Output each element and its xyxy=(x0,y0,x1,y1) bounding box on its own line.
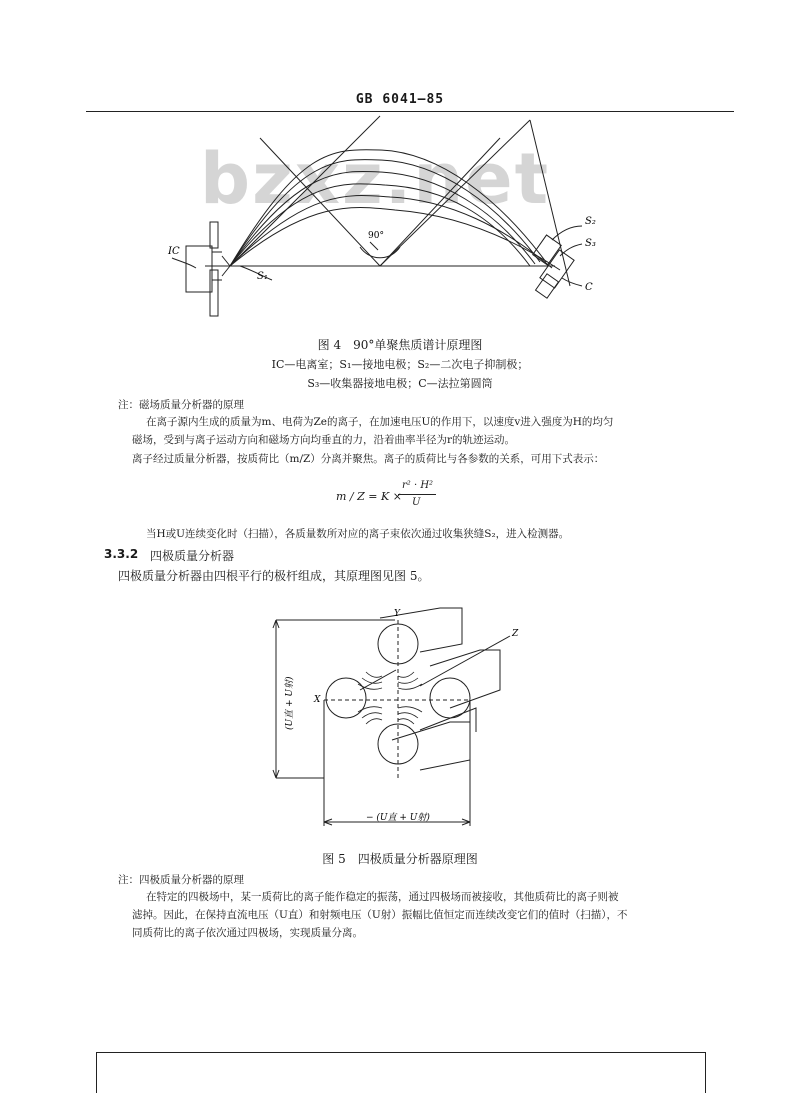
label-y: Y xyxy=(394,609,400,619)
figure-5-diagram xyxy=(0,590,800,840)
watermark: bzxz.net xyxy=(200,138,551,220)
figure-4-legend-line2: S₃—收集器接地电极；C—法拉第圆筒 xyxy=(307,377,493,390)
label-z: Z xyxy=(512,629,519,639)
note1-p1-line1: 在离子源内生成的质量为m、电荷为Ze的离子，在加速电压U的作用下，以速度v进入强度为H的均匀 xyxy=(146,416,614,428)
section-text: 四极质量分析器由四根平行的极杆组成，其原理图见图 5。 xyxy=(118,569,430,583)
figure-5-caption: 图 5 四极质量分析器原理图 xyxy=(322,852,478,866)
note1-p3: 当H或U连续变化时（扫描），各质量数所对应的离子束依次通过收集狭缝S₂，进入检测器。 xyxy=(146,528,570,540)
label-ic: IC xyxy=(168,246,180,257)
section-number: 3.3.2 xyxy=(104,547,139,561)
note2-line2: 滤掉。因此，在保持直流电压（U直）和射频电压（U射）振幅比值恒定而连续改变它们的值时（扫描），不 xyxy=(132,909,628,921)
section-title: 四极质量分析器 xyxy=(150,549,235,563)
label-s3: S₃ xyxy=(585,238,596,249)
label-s2: S₂ xyxy=(585,216,596,227)
figure-4-legend-line1: IC—电离室；S₁—接地电极；S₂—二次电子抑制极； xyxy=(271,358,529,371)
note2-title: 注：四极质量分析器的原理 xyxy=(118,874,244,886)
formula-fraction-bar xyxy=(398,494,436,495)
note1-title: 注：磁场质量分析器的原理 xyxy=(118,399,244,411)
formula xyxy=(322,480,452,524)
figure-4-caption: 图 4 90°单聚焦质谱计原理图 xyxy=(317,338,483,352)
label-x: X xyxy=(314,695,321,705)
label-s1: S₁ xyxy=(257,271,268,282)
label-angle: 90° xyxy=(368,231,384,241)
note1-p1-line2: 磁场，受到与离子运动方向和磁场方向均垂直的力，沿着曲率半径为r的轨迹运动。 xyxy=(132,434,516,446)
note2-line3: 同质荷比的离子依次通过四极场，实现质量分离。 xyxy=(132,927,363,939)
formula-denominator: U xyxy=(412,497,421,508)
label-horizontal-voltage: − (U直 + U射) xyxy=(366,813,430,823)
formula-lhs: m / Z = K × xyxy=(336,490,402,503)
bottom-frame xyxy=(96,1052,706,1093)
formula-numerator: r² · H² xyxy=(402,480,434,491)
label-c: C xyxy=(585,282,593,293)
note1-p2: 离子经过质量分析器，按质荷比（m/Z）分离并聚焦。离子的质荷比与各参数的关系，可用下式表示： xyxy=(132,453,605,465)
label-vertical-voltage: (U直 + U射) xyxy=(285,676,295,730)
note2-line1: 在特定的四极场中，某一质荷比的离子能作稳定的振荡，通过四极场而被接收，其他质荷比的离子则被 xyxy=(146,891,619,903)
figure-4-diagram xyxy=(0,0,800,330)
page-header: GB 6041—85 xyxy=(355,92,445,107)
